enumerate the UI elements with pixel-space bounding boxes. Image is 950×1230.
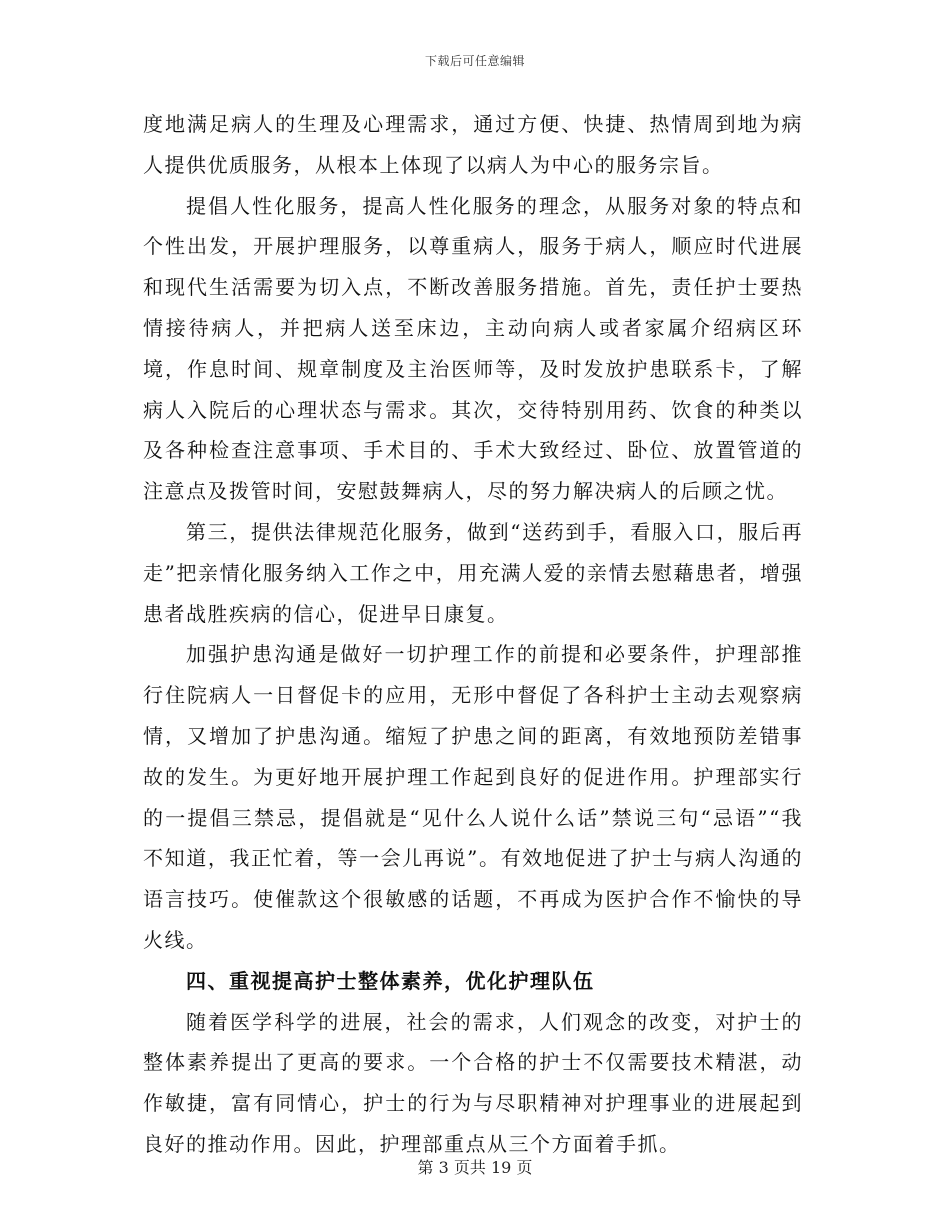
paragraph-humanized-service: 提倡人性化服务，提高人性化服务的理念，从服务对象的特点和个性出发，开展护理服务，以尊重病人，服务于病人，顺应时代进展和现代生活需要为切入点，不断改善服务措施。首先，责任护士要热情接待病人，并把病人送至床边，主动向病人或者家属介绍病区环境，作息时间、规章制度及主治医师等，及时发放护患联系卡，了解病人入院后的心理状态与需求。其次，交待特别用药、饮食的种类以及各种检查注意事项、手术目的、手术大致经过、卧位、放置管道的注意点及拨管时间，安慰鼓舞病人，尽的努力解决病人的后顾之忧。 bbox=[143, 193, 803, 504]
page-footer: 第 3 页共 19 页 bbox=[417, 1158, 533, 1177]
paragraph-nurse-quality: 随着医学科学的进展，社会的需求，人们观念的改变，对护士的整体素养提出了更高的要求。一个合格的护士不仅需要技术精湛，动作敏捷，富有同情心，护士的行为与尽职精神对护理事业的进展起到良好的推动作用。因此，护理部重点从三个方面着手抓。 bbox=[143, 1009, 803, 1156]
document-body bbox=[143, 104, 803, 1165]
paragraph-communication: 加强护患沟通是做好一切护理工作的前提和必要条件，护理部推行住院病人一日督促卡的应用，无形中督促了各科护士主动去观察病情，又增加了护患沟通。缩短了护患之间的距离，有效地预防差错事故的发生。为更好地开展护理工作起到良好的促进作用。护理部实行的一提倡三禁忌，提倡就是“见什么人说什么话”禁说三句“忌语”“我不知道，我正忙着，等一会儿再说”。有效地促进了护士与病人沟通的语言技巧。使催款这个很敏感的话题，不再成为医护合作不愉快的导火线。 bbox=[143, 642, 803, 952]
paragraph-legal-service: 第三，提供法律规范化服务，做到“送药到手，看服入口，服后再走”把亲情化服务纳入工作之中，用充满人爱的亲情去慰藉患者，增强患者战胜疾病的信心，促进早日康复。 bbox=[143, 519, 803, 626]
section-heading: 四、重视提高护士整体素养，优化护理队伍 bbox=[186, 968, 595, 993]
paragraph-continued: 度地满足病人的生理及心理需求，通过方便、快捷、热情周到地为病人提供优质服务，从根本上体现了以病人为中心的服务宗旨。 bbox=[143, 112, 803, 177]
page-header: 下载后可任意编辑 bbox=[424, 54, 525, 68]
